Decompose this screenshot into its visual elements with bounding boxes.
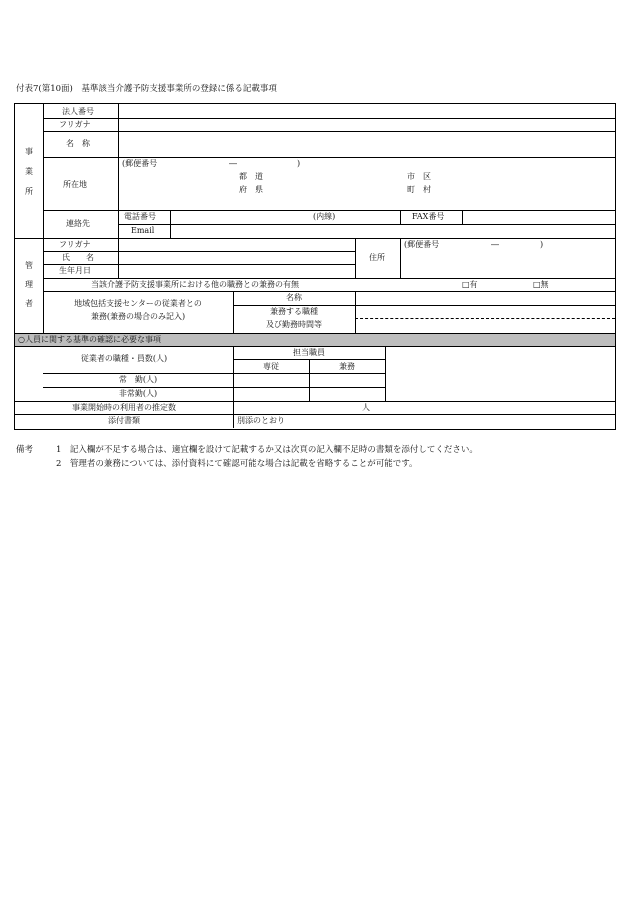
manager-address-label: 住所: [369, 253, 385, 262]
role-count-label: 従業者の職種・員数(人): [80, 354, 168, 363]
contact-label: 連絡先: [66, 219, 90, 228]
manager-section-label-2: 理: [25, 280, 33, 289]
manager-birthdate-label: 生年月日: [59, 266, 91, 275]
email-label: Email: [131, 226, 155, 235]
city-label-top: 市 区: [407, 172, 431, 181]
persons-unit: 人: [362, 403, 370, 412]
prefecture-label-top: 都 道: [239, 172, 263, 181]
office-section-label-1: 事: [25, 147, 33, 156]
city-label-bottom: 町 村: [407, 185, 431, 194]
fulltime-label: 専従: [263, 362, 279, 371]
corporate-number-label: 法人番号: [62, 107, 94, 116]
office-location-label: 所在地: [63, 180, 87, 189]
office-furigana-label: フリガナ: [59, 120, 91, 129]
phone-label: 電話番号: [124, 212, 156, 221]
manager-section-label-1: 管: [25, 261, 33, 270]
office-postal-dash: ―: [229, 159, 237, 168]
extension-label: (内線): [313, 212, 336, 221]
office-section-label-2: 業: [25, 167, 33, 176]
post-name-label: 名称: [286, 293, 302, 302]
page-title: 付表7(第10面) 基準該当介護予防支援事業所の登録に係る記載事項: [16, 84, 277, 94]
other-duties-no-checkbox[interactable]: □無: [533, 280, 549, 289]
manager-postal-close: ): [540, 240, 544, 249]
nonregular-staff-label: 非常勤(人): [118, 389, 158, 398]
fax-label: FAX番号: [412, 212, 445, 221]
office-section-label-3: 所: [25, 187, 33, 196]
remarks-item-2: 2 管理者の兼務については、添付資料にて確認可能な場合は記載を省略することが可能です。: [56, 459, 418, 469]
center-concurrent-label-1: 地域包括支援センターの従業者との: [74, 299, 202, 308]
office-postal-close: ): [297, 159, 301, 168]
attachments-label: 添付書類: [108, 416, 140, 425]
remarks-label: 備考: [16, 445, 34, 455]
attachments-value: 別添のとおり: [237, 416, 285, 425]
assigned-staff-label: 担当職員: [293, 348, 325, 357]
manager-section-label-3: 者: [25, 299, 33, 308]
other-duties-yes-checkbox[interactable]: □有: [462, 280, 478, 289]
prefecture-label-bottom: 府 県: [239, 185, 263, 194]
concurrent-role-label-1: 兼務する職種: [270, 307, 318, 316]
other-duties-label: 当該介護予防支援事業所における他の職務との兼務の有無: [91, 280, 299, 289]
estimated-users-label: 事業開始時の利用者の推定数: [72, 403, 176, 412]
regular-staff-label: 常 勤(人): [118, 375, 158, 384]
remarks-item-1: 1 記入欄が不足する場合は、適宜欄を設けて記載するか又は次頁の記入欄不足時の書類を添付してください。: [56, 445, 478, 455]
concurrent-role-label-2: 及び勤務時間等: [266, 320, 322, 329]
manager-postal-label: (郵便番号: [404, 240, 440, 249]
center-concurrent-label-2: 兼務(兼務の場合のみ記入): [90, 312, 186, 321]
manager-furigana-label: フリガナ: [59, 240, 91, 249]
manager-name-label: 氏 名: [62, 253, 94, 262]
office-postal-label: (郵便番号: [122, 159, 158, 168]
staff-section-header: ○人員に関する基準の確認に必要な事項: [18, 335, 161, 344]
manager-postal-dash: ―: [491, 240, 499, 249]
office-name-label: 名 称: [66, 139, 90, 148]
concurrent-label: 兼務: [339, 362, 355, 371]
